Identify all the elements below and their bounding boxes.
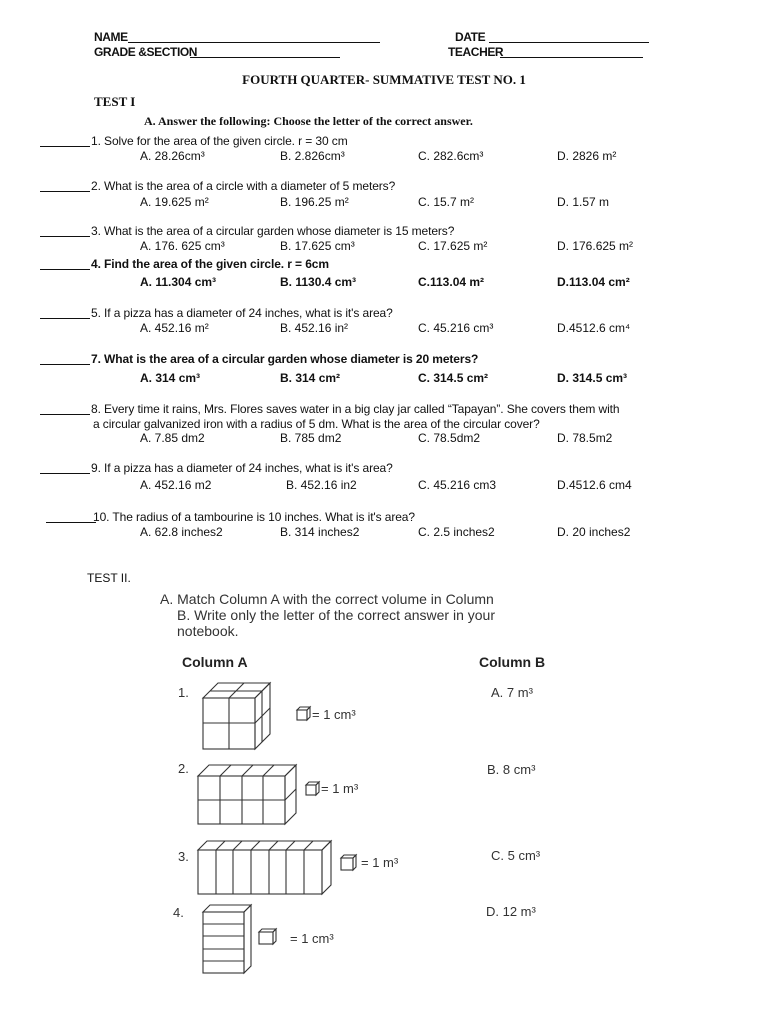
answer-b: B. 8 cm³ <box>487 762 536 777</box>
choice-8d: D. 78.5m2 <box>557 431 613 445</box>
test2-instruction-line1: A. Match Column A with the correct volume in Column <box>160 591 494 607</box>
unit-cube-icon-4 <box>258 928 278 946</box>
unit-cube-icon-3 <box>340 854 358 872</box>
choice-1a: A. 28.26cm³ <box>140 149 205 163</box>
answer-a: A. 7 m³ <box>491 685 533 700</box>
answer-d: D. 12 m³ <box>486 904 536 919</box>
question-4: 4. Find the area of the given circle. r = 6cm <box>91 257 329 271</box>
question-8-line2: a circular galvanized iron with a radius of 5 dm. What is the area of the circular cover? <box>93 417 540 431</box>
figure-block-4x2 <box>195 762 300 828</box>
choice-4d: D.113.04 cm² <box>557 275 630 289</box>
question-3: 3. What is the area of a circular garden whose diameter is 15 meters? <box>91 224 455 238</box>
teacher-field-line[interactable] <box>500 57 643 58</box>
choice-8c: C. 78.5dm2 <box>418 431 481 445</box>
unit-cube-icon-1 <box>296 706 312 722</box>
unit-cube-icon-2 <box>305 781 321 797</box>
test1-label: TEST I <box>94 94 136 109</box>
question-9: 9. If a pizza has a diameter of 24 inches, what is it's area? <box>91 461 393 475</box>
item-4-unit: = 1 cm³ <box>290 931 334 946</box>
choice-4b: B. 1130.4 cm³ <box>280 275 357 289</box>
choice-10a: A. 62.8 inches2 <box>140 525 223 539</box>
name-field-line[interactable] <box>128 42 380 43</box>
date-label: DATE <box>455 30 486 44</box>
figure-stack-5 <box>200 904 255 976</box>
answer-blank-10[interactable] <box>46 522 96 523</box>
choice-7b: B. 314 cm² <box>280 371 341 385</box>
name-label: NAME <box>94 30 128 44</box>
item-1-number: 1. <box>178 685 189 700</box>
choice-9c: C. 45.216 cm3 <box>418 478 497 492</box>
choice-9a: A. 452.16 m2 <box>140 478 212 492</box>
choice-10c: C. 2.5 inches2 <box>418 525 495 539</box>
test2-label: TEST II. <box>87 571 131 585</box>
item-4-number: 4. <box>173 905 184 920</box>
question-10: 10. The radius of a tambourine is 10 inches. What is it's area? <box>93 510 415 524</box>
choice-4a: A. 11.304 cm³ <box>140 275 217 289</box>
choice-3a: A. 176. 625 cm³ <box>140 239 225 253</box>
date-field-line[interactable] <box>489 42 649 43</box>
column-a-heading: Column A <box>182 654 248 670</box>
choice-2c: C. 15.7 m² <box>418 195 475 209</box>
test2-instruction-line2: B. Write only the letter of the correct answer in your <box>177 607 495 623</box>
test2-instruction-line3: notebook. <box>177 623 239 639</box>
choice-5d: D.4512.6 cm⁴ <box>557 321 631 335</box>
choice-1c: C. 282.6cm³ <box>418 149 484 163</box>
choice-3b: B. 17.625 cm³ <box>280 239 355 253</box>
item-2-unit: = 1 m³ <box>321 781 359 796</box>
choice-2d: D. 1.57 m <box>557 195 610 209</box>
choice-4c: C.113.04 m² <box>418 275 485 289</box>
choice-7d: D. 314.5 cm³ <box>557 371 628 385</box>
teacher-label: TEACHER <box>448 45 504 59</box>
answer-blank-1[interactable] <box>40 146 90 147</box>
answer-blank-2[interactable] <box>40 191 90 192</box>
answer-blank-9[interactable] <box>40 473 90 474</box>
choice-8b: B. 785 dm2 <box>280 431 342 445</box>
item-3-unit: = 1 m³ <box>361 855 399 870</box>
answer-blank-8[interactable] <box>40 414 90 415</box>
choice-7c: C. 314.5 cm² <box>418 371 489 385</box>
answer-blank-3[interactable] <box>40 236 90 237</box>
choice-2b: B. 196.25 m² <box>280 195 349 209</box>
choice-3d: D. 176.625 m² <box>557 239 634 253</box>
choice-9d: D.4512.6 cm4 <box>557 478 632 492</box>
choice-10d: D. 20 inches2 <box>557 525 631 539</box>
choice-1d: D. 2826 m² <box>557 149 617 163</box>
item-3-number: 3. <box>178 849 189 864</box>
answer-blank-7[interactable] <box>40 364 90 365</box>
choice-1b: B. 2.826cm³ <box>280 149 345 163</box>
item-1-unit: = 1 cm³ <box>312 707 356 722</box>
grade-section-label: GRADE &SECTION <box>94 45 198 59</box>
column-b-heading: Column B <box>479 654 546 670</box>
choice-5c: C. 45.216 cm³ <box>418 321 494 335</box>
choice-5b: B. 452.16 in² <box>280 321 349 335</box>
choice-9b: B. 452.16 in2 <box>286 478 357 492</box>
figure-prism-row-7 <box>195 838 335 898</box>
figure-cube-2x2x2 <box>200 676 280 751</box>
choice-10b: B. 314 inches2 <box>280 525 360 539</box>
question-7: 7. What is the area of a circular garden whose diameter is 20 meters? <box>91 352 479 366</box>
test1-instruction: A. Answer the following: Choose the letter of the correct answer. <box>144 114 473 128</box>
question-2: 2. What is the area of a circle with a diameter of 5 meters? <box>91 179 396 193</box>
item-2-number: 2. <box>178 761 189 776</box>
answer-c: C. 5 cm³ <box>491 848 541 863</box>
choice-7a: A. 314 cm³ <box>140 371 201 385</box>
choice-8a: A. 7.85 dm2 <box>140 431 205 445</box>
answer-blank-4[interactable] <box>40 269 90 270</box>
choice-2a: A. 19.625 m² <box>140 195 209 209</box>
grade-section-field-line[interactable] <box>190 57 340 58</box>
choice-5a: A. 452.16 m² <box>140 321 209 335</box>
choice-3c: C. 17.625 m² <box>418 239 488 253</box>
question-8: 8. Every time it rains, Mrs. Flores saves water in a big clay jar called “Tapayan”. She covers them with <box>91 402 620 416</box>
page-title: FOURTH QUARTER- SUMMATIVE TEST NO. 1 <box>242 72 526 87</box>
answer-blank-5[interactable] <box>40 318 90 319</box>
question-5: 5. If a pizza has a diameter of 24 inches, what is it's area? <box>91 306 393 320</box>
question-1: 1. Solve for the area of the given circle. r = 30 cm <box>91 134 348 148</box>
